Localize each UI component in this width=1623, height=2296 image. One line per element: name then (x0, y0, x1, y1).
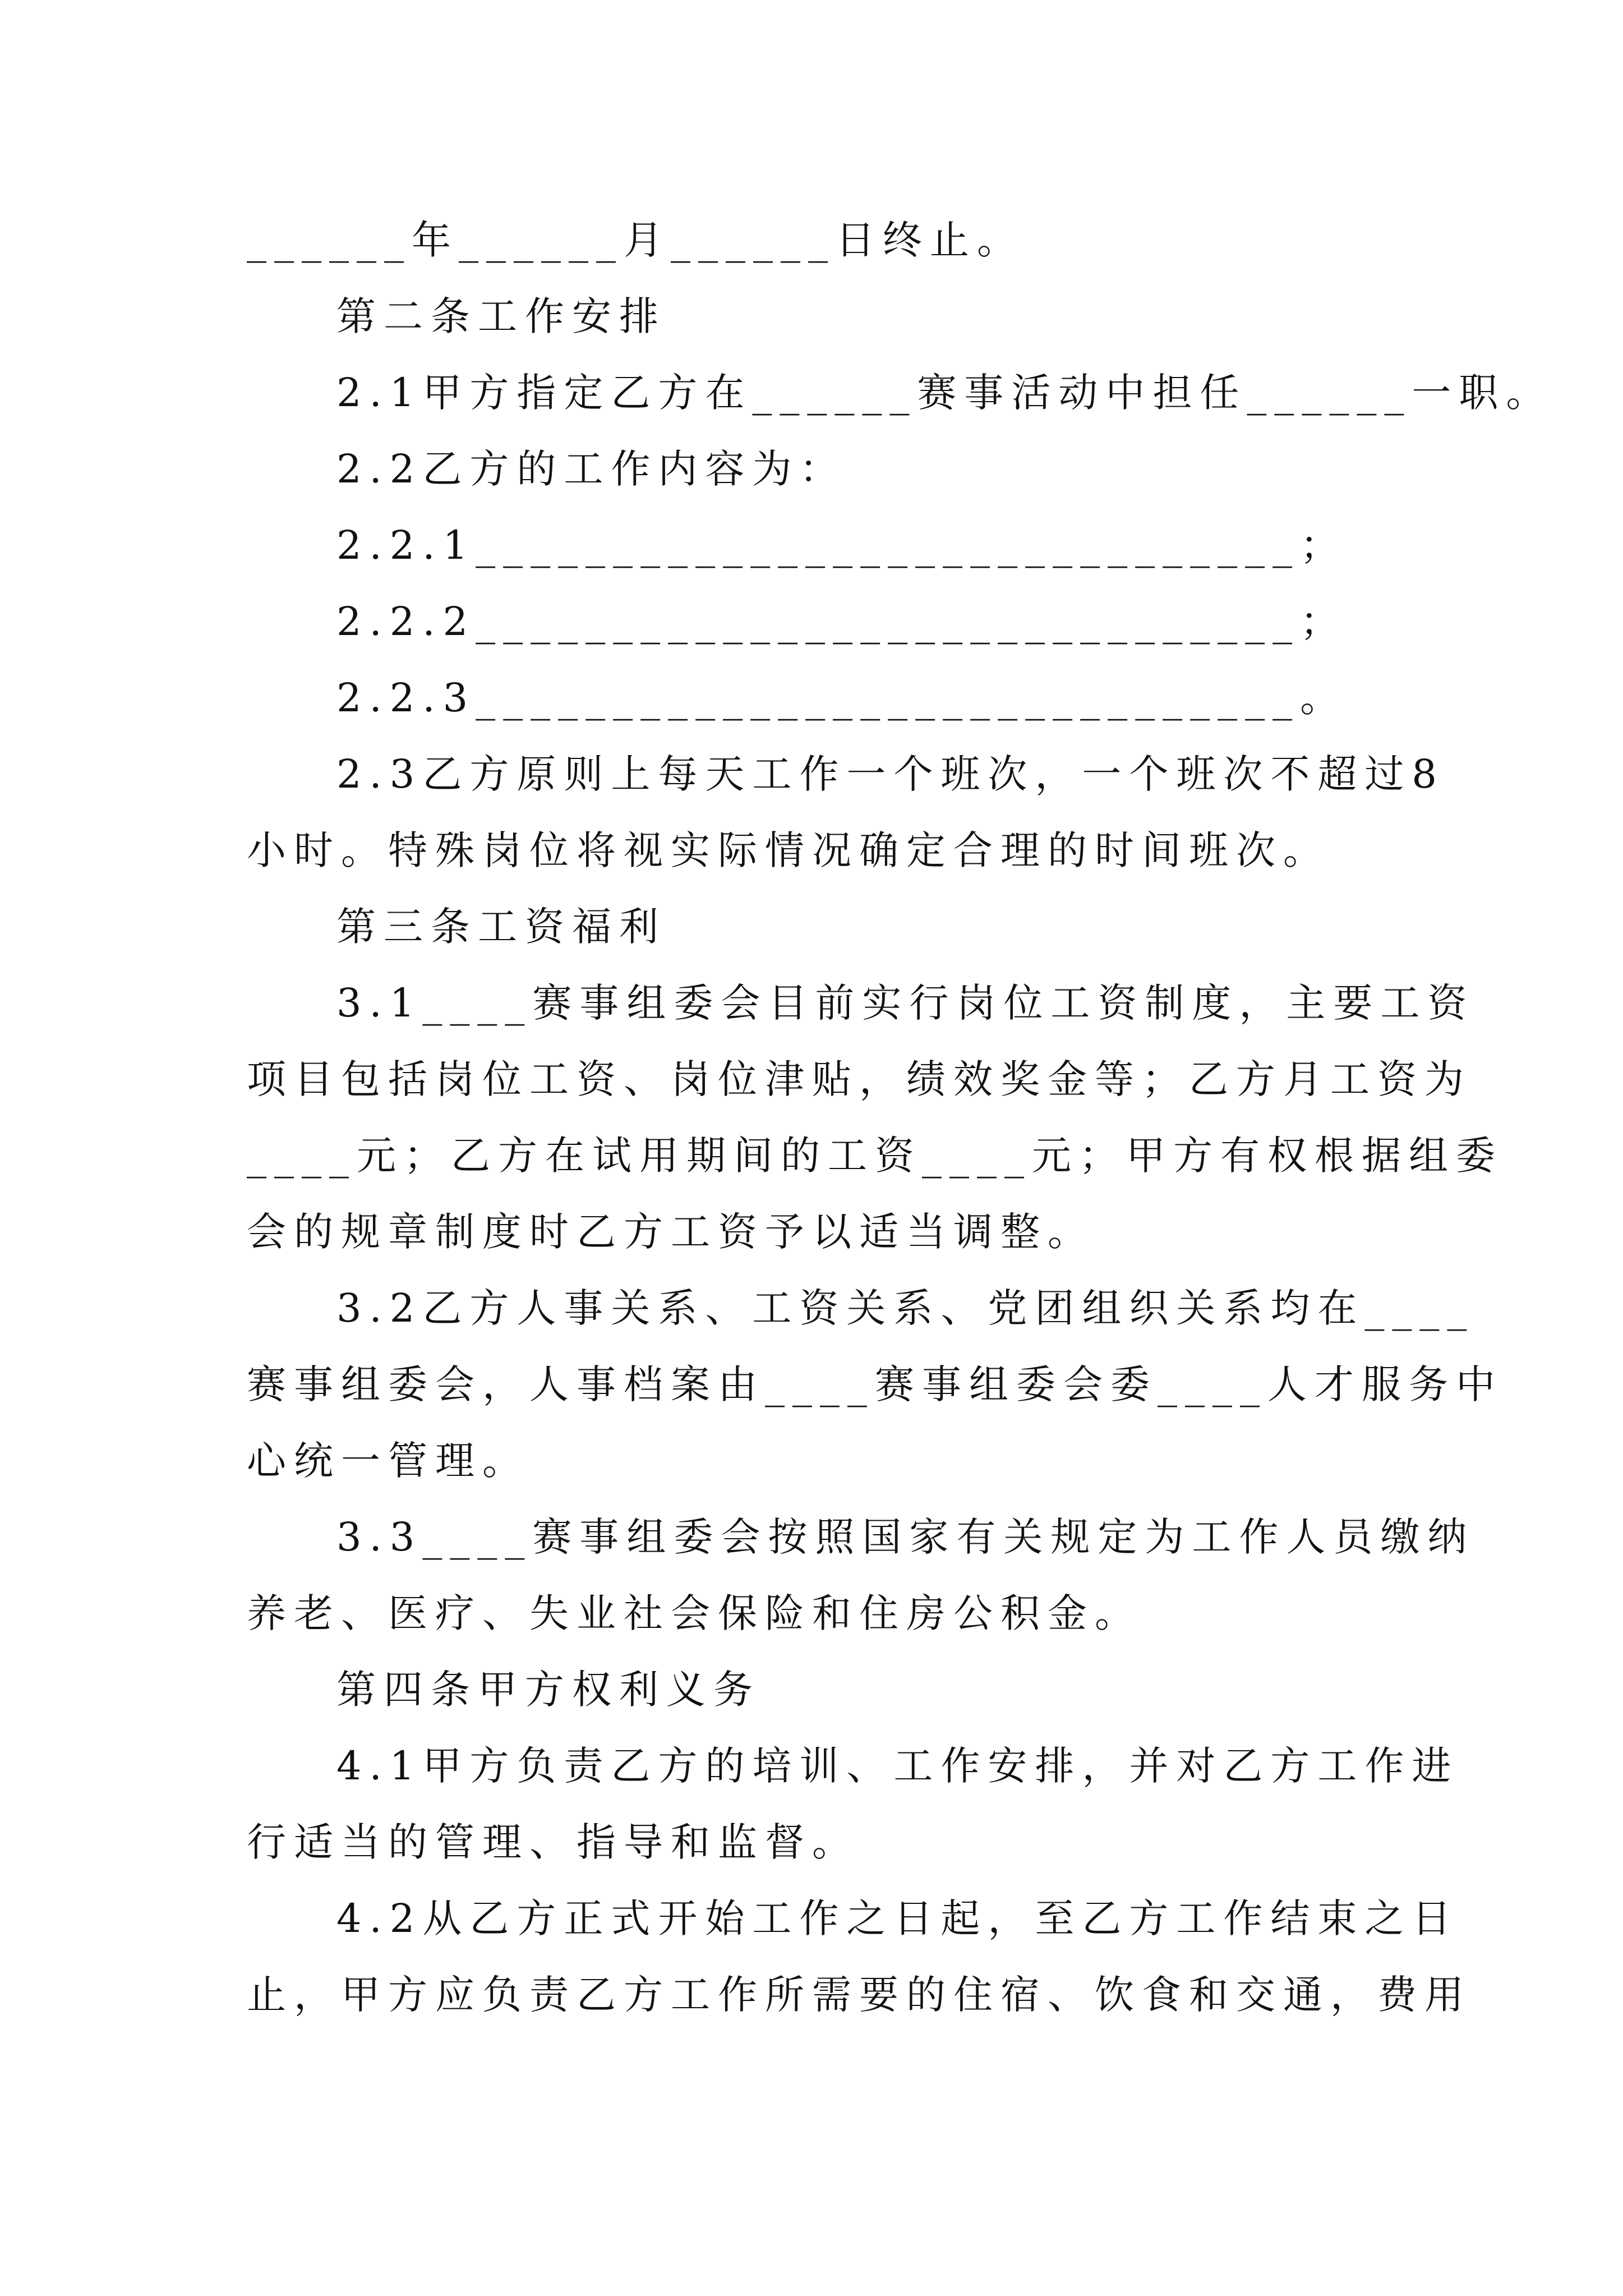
text-line: 4.1甲方负责乙方的培训、工作安排，并对乙方工作进 (336, 1743, 1459, 1789)
text-line: 2.3乙方原则上每天工作一个班次，一个班次不超过8 (336, 751, 1445, 797)
text-line: 2.2.3______________________________。 (336, 675, 1348, 721)
text-line: 4.2从乙方正式开始工作之日起，至乙方工作结束之日 (336, 1895, 1459, 1941)
text-line: 2.2.1______________________________； (336, 522, 1348, 568)
text-line: 2.2乙方的工作内容为： (336, 446, 847, 492)
text-line: 3.3____赛事组委会按照国家有关规定为工作人员缴纳 (336, 1514, 1475, 1560)
text-line: 2.1甲方指定乙方在______赛事活动中担任______一职。 (336, 370, 1553, 416)
text-line: 赛事组委会，人事档案由____赛事组委会委____人才服务中 (247, 1361, 1503, 1407)
text-line: 心统一管理。 (247, 1438, 529, 1484)
text-line: 2.2.2______________________________； (336, 599, 1348, 645)
text-line: 3.1____赛事组委会目前实行岗位工资制度，主要工资 (336, 980, 1475, 1026)
text-line: ____元；乙方在试用期间的工资____元；甲方有权根据组委 (247, 1133, 1503, 1179)
text-line: 行适当的管理、指导和监督。 (247, 1819, 859, 1865)
section-heading: 第三条工资福利 (336, 904, 666, 950)
text-line: 3.2乙方人事关系、工资关系、党团组织关系均在____ (336, 1285, 1475, 1331)
text-line: 小时。特殊岗位将视实际情况确定合理的时间班次。 (247, 827, 1330, 873)
text-line: 会的规章制度时乙方工资予以适当调整。 (247, 1209, 1095, 1255)
text-line: 养老、医疗、失业社会保险和住房公积金。 (247, 1590, 1142, 1636)
text-line: 止，甲方应负责乙方工作所需要的住宿、饮食和交通，费用 (247, 1972, 1472, 2018)
section-heading: 第二条工作安排 (336, 293, 666, 339)
text-line: 项目包括岗位工资、岗位津贴，绩效奖金等；乙方月工资为 (247, 1056, 1472, 1102)
text-line: ______年______月______日终止。 (247, 217, 1024, 263)
section-heading: 第四条甲方权利义务 (336, 1667, 760, 1713)
